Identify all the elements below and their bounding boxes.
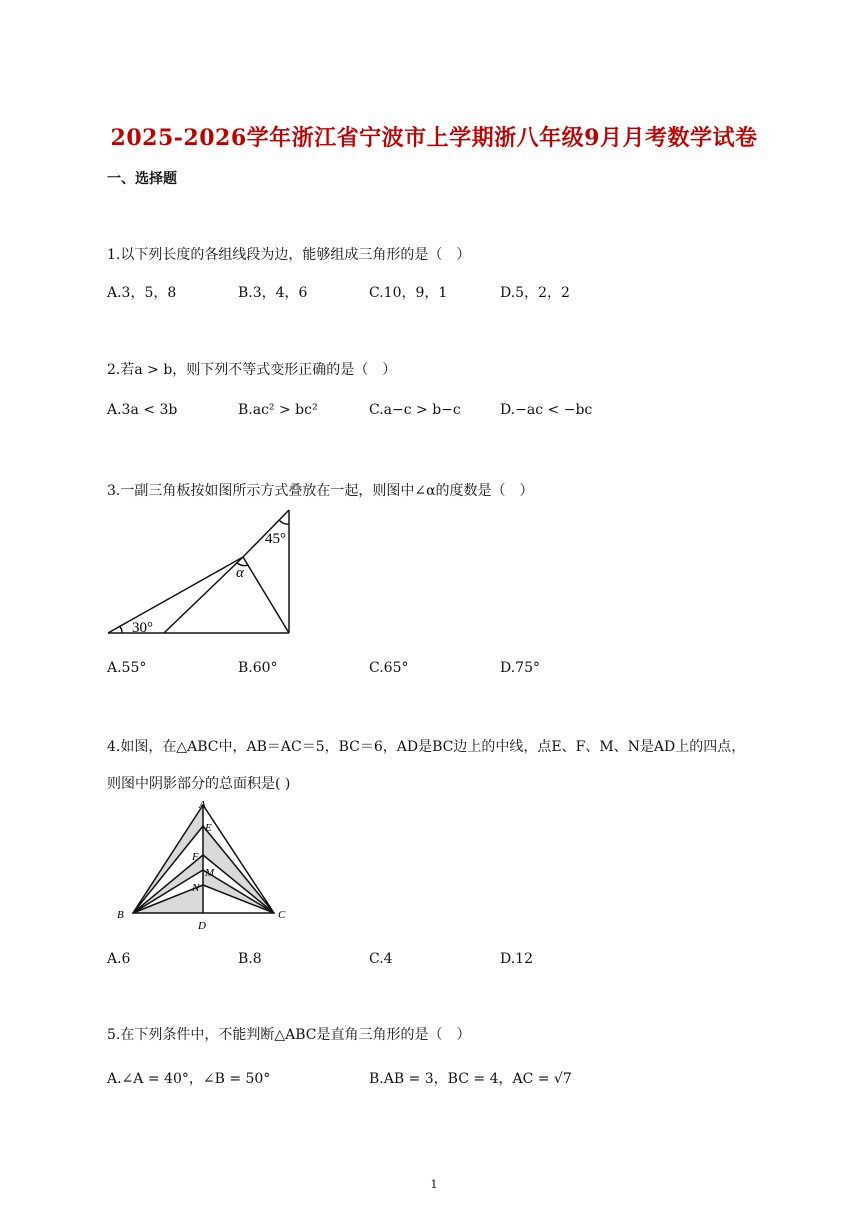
- label-c: C: [278, 909, 286, 921]
- q3-option-c: C.65°: [369, 660, 409, 676]
- q5-option-a: A.∠A = 40°，∠B = 50°: [107, 1071, 271, 1087]
- inner-edge-right: [243, 557, 289, 633]
- question-4-stem-line2: 则图中阴影部分的总面积是( ): [107, 776, 291, 792]
- label-n: N: [192, 882, 200, 894]
- q1-option-d: D.5，2，2: [500, 285, 570, 301]
- q4-option-a: A.6: [107, 951, 131, 967]
- page-title: 2025-2026学年浙江省宁波市上学期浙八年级9月月考数学试卷: [110, 125, 758, 151]
- label-45: 45°: [265, 531, 286, 547]
- page-number: 1: [430, 1178, 438, 1191]
- triangle-ruler-figure: [100, 505, 300, 645]
- q3-option-b: B.60°: [238, 660, 278, 676]
- question-4-stem: 4.如图，在△ABC中，AB＝AC＝5，BC＝6，AD是BC边上的中线，点E、F、M、N是AD上的四点，: [107, 739, 746, 755]
- shaded-triangle-figure: [108, 800, 298, 935]
- question-1-stem: 1.以下列长度的各组线段为边，能够组成三角形的是（ ）: [107, 247, 471, 263]
- q2-option-c: C.a−c > b−c: [369, 402, 461, 418]
- label-m: M: [205, 867, 215, 879]
- label-30: 30°: [132, 620, 153, 636]
- label-a: A: [199, 800, 206, 811]
- q2-option-b: B.ac² > bc²: [238, 402, 318, 418]
- q4-option-b: B.8: [238, 951, 262, 967]
- question-5-stem: 5.在下列条件中，不能判断△ABC是直角三角形的是（ ）: [107, 1027, 471, 1043]
- section-heading: 一、选择题: [107, 171, 177, 187]
- label-e: E: [205, 822, 212, 834]
- q1-option-b: B.3，4，6: [238, 285, 308, 301]
- label-alpha: α: [236, 565, 244, 581]
- label-b: B: [117, 909, 124, 921]
- q1-option-c: C.10，9，1: [369, 285, 448, 301]
- angle-30-arc: [119, 626, 122, 633]
- label-d: D: [198, 920, 206, 932]
- q2-option-a: A.3a < 3b: [107, 402, 178, 418]
- q4-option-d: D.12: [500, 951, 533, 967]
- angle-45-arc: [279, 520, 289, 524]
- label-f: F: [192, 851, 199, 863]
- q3-option-d: D.75°: [500, 660, 540, 676]
- question-2-stem: 2.若a > b，则下列不等式变形正确的是（ ）: [107, 362, 397, 378]
- q2-option-d: D.−ac < −bc: [500, 402, 593, 418]
- q1-option-a: A.3，5，8: [107, 285, 177, 301]
- q5-option-b: B.AB = 3，BC = 4，AC = √7: [369, 1071, 572, 1087]
- q4-option-c: C.4: [369, 951, 393, 967]
- q3-option-a: A.55°: [107, 660, 147, 676]
- question-3-stem: 3.一副三角板按如图所示方式叠放在一起，则图中∠α的度数是（ ）: [107, 483, 534, 499]
